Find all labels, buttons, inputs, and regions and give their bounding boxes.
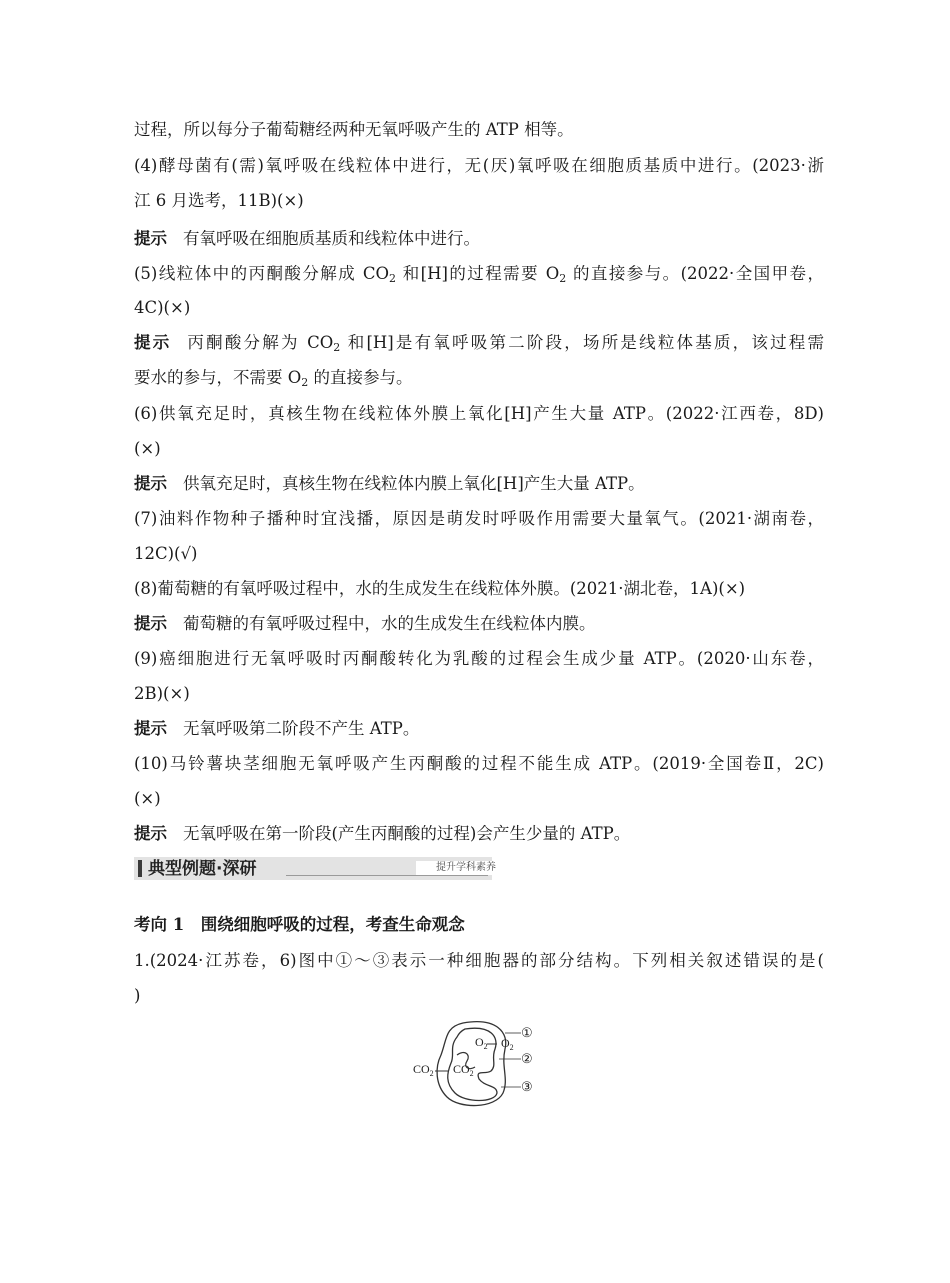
outer-membrane (437, 1022, 506, 1106)
label-3: ③ (521, 1079, 533, 1094)
question-1-paren: ) (134, 986, 141, 1005)
tip-5: 提示 丙酮酸分解为 $CO_2$ 和[H]是有氧呼吸第二阶段，场所是线粒体基质，该过程需 (134, 333, 824, 354)
tip-4: 提示 有氧呼吸在细胞质基质和线粒体中进行。 (134, 229, 480, 248)
banner-bar (138, 860, 142, 877)
banner-title: 典型例题·深研 (148, 859, 257, 879)
statement-9: (9)癌细胞进行无氧呼吸时丙酮酸转化为乳酸的过程会生成少量 ATP。(2020·山东卷， (134, 649, 824, 668)
banner-tag: 提升学科素养 (416, 861, 516, 875)
section-banner (134, 857, 496, 880)
tip-5-cont: 要水的参与，不需要 $O_2$ 的直接参与。 (134, 368, 413, 389)
o2-outer-label: $O_2$ (501, 1036, 514, 1052)
statement-7-source: 12C)(√) (134, 544, 198, 563)
tip-6: 提示 供氧充足时，真核生物在线粒体内膜上氧化[H]产生大量 ATP。 (134, 474, 645, 493)
statement-5: (5)线粒体中的丙酮酸分解成 $CO_2$ 和[H]的过程需要 $O_2$ 的直接参与。(2022·全国甲卷， (134, 264, 824, 285)
statement-6: (6)供氧充足时，真核生物在线粒体外膜上氧化[H]产生大量 ATP。(2022·江西卷，8D) (134, 404, 824, 423)
co2-inner-label: $CO_2$ (453, 1062, 474, 1078)
statement-6-source: (×) (134, 439, 161, 458)
question-1: 1.(2024·江苏卷，6)图中①～③表示一种细胞器的部分结构。下列相关叙述错误的是( (134, 951, 824, 970)
statement-9-source: 2B)(×) (134, 684, 190, 703)
mitochondrion-diagram (405, 1015, 545, 1110)
tip-label: 提示 (134, 719, 167, 738)
tip-8: 提示 葡萄糖的有氧呼吸过程中，水的生成发生在线粒体内膜。 (134, 614, 596, 633)
statement-10: (10)马铃薯块茎细胞无氧呼吸产生丙酮酸的过程不能生成 ATP。(2019·全国卷Ⅱ，2C) (134, 754, 824, 773)
o2-inner-label: $O_2$ (475, 1035, 488, 1051)
co2-outer-label: $CO_2$ (413, 1062, 434, 1078)
statement-7: (7)油料作物种子播种时宜浅播，原因是萌发时呼吸作用需要大量氧气。(2021·湖南卷， (134, 509, 824, 528)
banner-rule (286, 875, 488, 876)
tip-10: 提示 无氧呼吸在第一阶段(产生丙酮酸的过程)会产生少量的 ATP。 (134, 824, 631, 843)
label-1: ① (521, 1025, 533, 1040)
statement-4: (4)酵母菌有(需)氧呼吸在线粒体中进行，无(厌)氧呼吸在细胞质基质中进行。(2023·浙 (134, 156, 824, 175)
label-2: ② (521, 1051, 533, 1066)
statement-5-source: 4C)(×) (134, 298, 191, 317)
statement-8: (8)葡萄糖的有氧呼吸过程中，水的生成发生在线粒体外膜。(2021·湖北卷，1A)(×) (134, 579, 746, 598)
statement-4-source: 江 6 月选考，11B)(×) (134, 191, 304, 210)
tip-label: 提示 (134, 474, 167, 493)
section-heading: 考向 1 围绕细胞呼吸的过程，考查生命观念 (134, 915, 465, 934)
text-line: 过程，所以每分子葡萄糖经两种无氧呼吸产生的 ATP 相等。 (134, 120, 574, 139)
statement-10-source: (×) (134, 789, 161, 808)
tip-label: 提示 (134, 824, 167, 843)
tip-9: 提示 无氧呼吸第二阶段不产生 ATP。 (134, 719, 420, 738)
tip-label: 提示 (134, 229, 167, 248)
tip-label: 提示 (134, 614, 167, 633)
tip-label: 提示 (134, 333, 172, 352)
